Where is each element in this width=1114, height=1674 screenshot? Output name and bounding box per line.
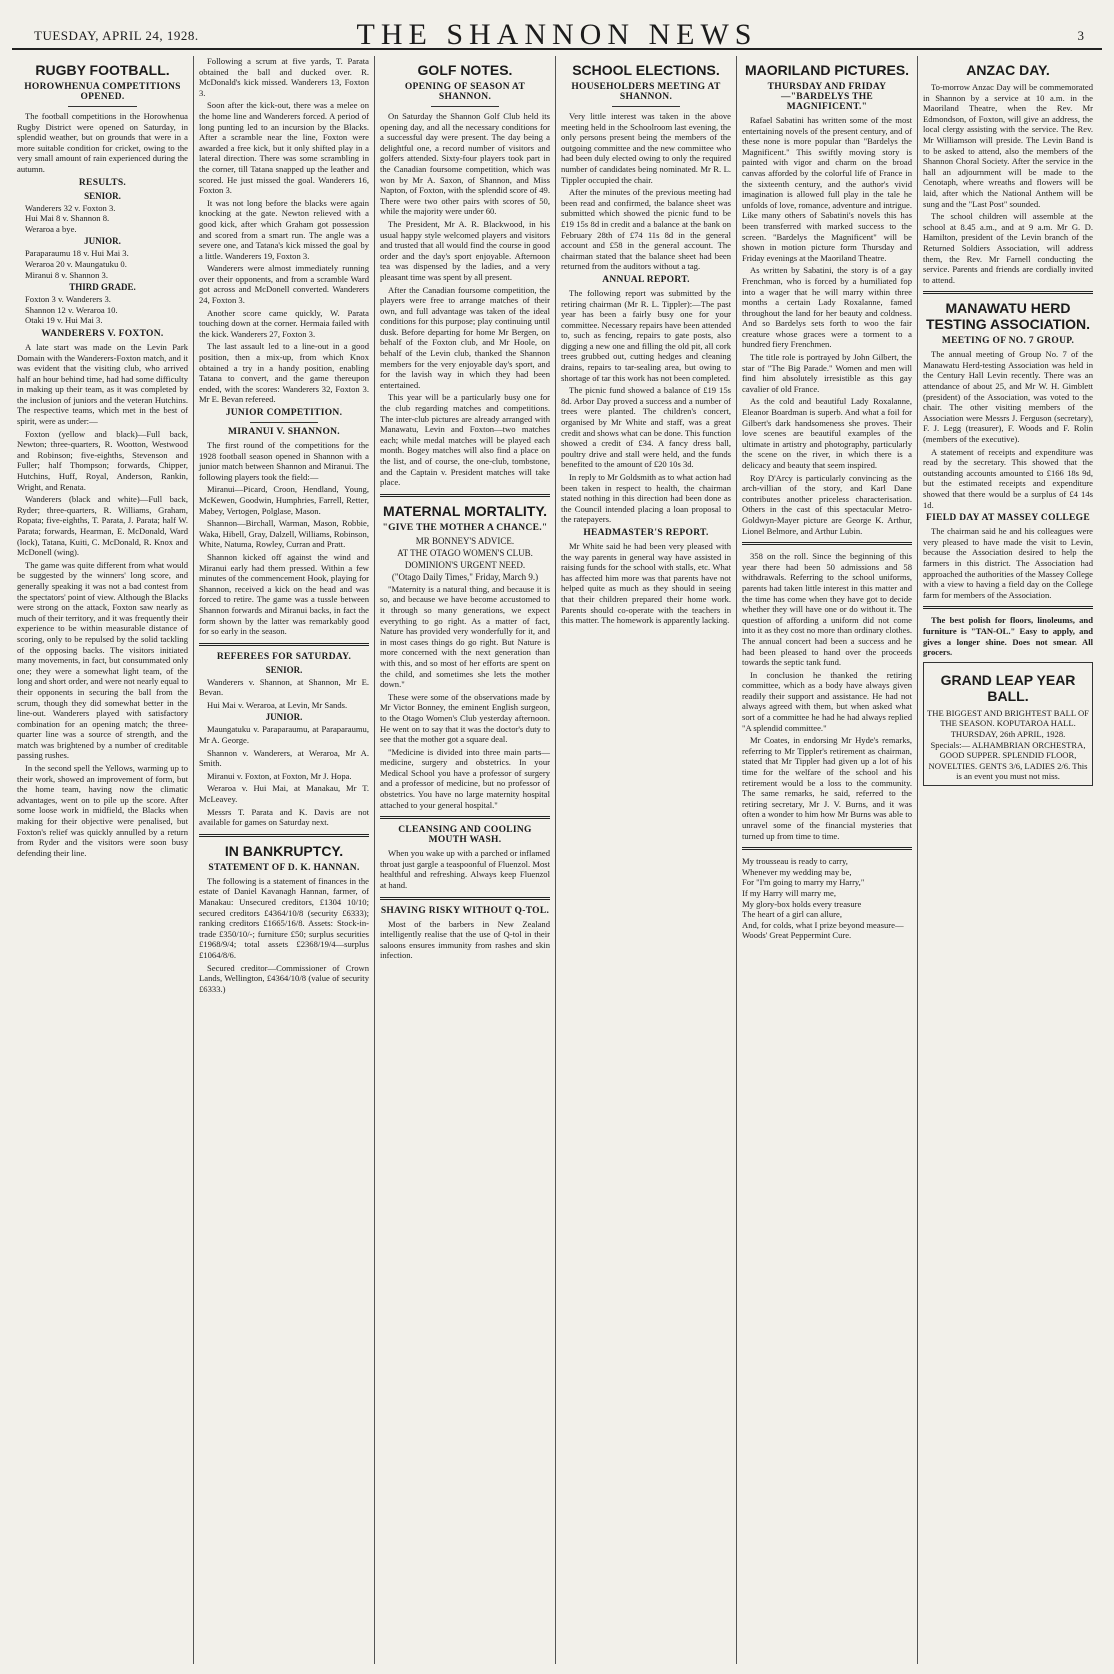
maternal-subheading: AT THE OTAGO WOMEN'S CLUB. <box>397 547 533 558</box>
divider <box>923 291 1093 294</box>
ball-details: THE BIGGEST AND BRIGHTEST BALL OF THE SEASON. KOPUTAROA HALL. THURSDAY, 26th APRIL, 1928. <box>927 707 1089 739</box>
article-paragraph: Roy D'Arcy is particularly convincing as the arch-villian of the story, and Karl Dane contributes another priceless characterisation. Others in the cast of this spectacular Metro-Goldwyn-Mayer picture are George K. Arthur, Lionel Belmore, and Arthur Lubin. <box>742 472 912 536</box>
article-paragraph: As written by Sabatini, the story is of a gay Frenchman, who is forced by a humiliated fop into a wager that he will marry within three months a certain Lady Roxalanne, famed throughout the land for her beauty and coldness. And so Bardelys sets forth to woo the fair creature whose graces were a torment to a hundred fiery Frenchmen. <box>742 265 912 350</box>
ball-heading: GRAND LEAP YEAR BALL. <box>940 671 1076 704</box>
article-paragraph: The President, Mr A. R. Blackwood, in his usual happy style welcomed players and visitors and trusted that all would find the course in good order and the day's sport enjoyable. Afternoon tea was dispensed by the ladies, and a very pleasant time was spent by all present. <box>380 218 550 282</box>
masthead <box>12 18 1102 50</box>
junior-heading: JUNIOR. <box>265 712 303 723</box>
bankruptcy-heading: IN BANKRUPTCY. <box>224 842 344 859</box>
divider <box>380 494 550 497</box>
divider <box>380 816 550 819</box>
divider <box>380 897 550 900</box>
match-subheading: WANDERERS V. FOXTON. <box>41 328 164 339</box>
divider <box>431 106 499 107</box>
junior-heading: JUNIOR. <box>84 236 121 247</box>
article-paragraph: A late start was made on the Levin Park Domain with the Wanderers-Foxton match, and it was evident that the visiting club, who arrived half an hour behind time, had had some difficulty in making up their team, as it was completed by the inclusion of juniors and the veteran Hutchins. The respective teams, which met in the best of spirit, were as under:— <box>17 341 188 427</box>
result-line: Weraroa a bye. <box>25 223 77 234</box>
divider <box>199 834 369 837</box>
article-paragraph: Mr Coates, in endorsing Mr Hyde's remarks, referring to Mr Tippler's retirement as chairman, stated that Mr Tippler had given up a lot of his time for the welfare of the school and his retirement would be a loss to the community. The same remarks, he said, referred to the retiring secretary, Mr J. V. Burns, and it was often a wonder to him how Mr Burns was able to unravel some of the financial mysteries that turned up from time to time. <box>742 735 912 841</box>
result-line: Foxton 3 v. Wanderers 3. <box>25 294 111 305</box>
article-paragraph: As the cold and beautiful Lady Roxalanne, Eleanor Boardman is superb. And what a foil for Gilbert's dark handsomeness she proves. Their love scenes are beautiful examples of the ultimate in artistry and photography, particularly the scene on the river, in which there is a delicacy and beauty that seem inspired. <box>742 396 912 470</box>
report-heading: ANNUAL REPORT. <box>602 274 690 285</box>
newspaper-title: THE SHANNON NEWS <box>356 18 758 51</box>
article-paragraph: The title role is portrayed by John Gilbert, the star of "The Big Parade." Women and men will find him absolutely irresistible as this gay cavalier of old France. <box>742 352 912 394</box>
article-paragraph: After the minutes of the previous meeting had been read and confirmed, the balance sheet was submitted which showed the picnic fund to be £19 15s 8d in credit and a balance at the bank on February 28th of £74 11s 8d in the general account and £58 in the general account. The chairman stated that the balance sheet had been returned from the auditors without a tag. <box>561 187 731 272</box>
columns <box>12 56 1102 1664</box>
article-paragraph: In the second spell the Yellows, warming up to their work, showed an improvement of form, but the home team, having now the climatic advantages, went on to pile up the score. After some loose work in midfield, the Blacks when making for their objective were penalised, but Foxton's relief was quickly annulled by a return from Ryder and the visitors were soon busy defending their line. <box>17 763 188 858</box>
article-paragraph: On Saturday the Shannon Golf Club held its opening day, and all the necessary conditions for a successful day were present. The day being a delightful one, a record number of visitors and golfers attended. Sixty-four players took part in the Canadian foursome competition, which was won by Mr A. Saxon, of Shannon, and Miss Napton, of Foxton, with the splendid score of 49. There were two other pairs with scores of 50, while the majority were under 60. <box>380 111 550 217</box>
ball-specials: Specials:— ALHAMBRIAN ORCHESTRA, GOOD SUPPER. SPLENDID FLOOR, NOVELTIES. GENTS 3/6, LADIES 2/6. This is an event you must not miss. <box>928 739 1088 782</box>
advert-heading: SHAVING RISKY WITHOUT Q-TOL. <box>380 905 550 916</box>
article-paragraph: Foxton (yellow and black)—Full back, Newton; three-quarters, R. Wootton, Westwood and Robinson; five-eighths, Stevenson and Fuller; half Thompson; forwards, Chipper, Hutchins, Huff, Royal, Anderson, Rankin, Wright, and Renata. <box>17 428 188 492</box>
rugby-subheading: HOROWHENUA COMPETITIONS OPENED. <box>24 82 181 102</box>
result-line: Paraparaumu 18 v. Hui Mai 3. <box>25 248 129 259</box>
report-heading: HEADMASTER'S REPORT. <box>583 527 709 538</box>
article-paragraph: "Maternity is a natural thing, and because it is so, and because we have become accustomed to it through so many generations, we expect everything to go right. As a matter of fact, Nature has provided very wonderfully for it, and in most cases things do go right. But Nature is more concerned with the next generation than with this, and so most of her efforts are spent on the child, and sometimes she lets the mother down." <box>380 583 550 690</box>
divider <box>199 643 369 646</box>
column-2 <box>193 56 374 1664</box>
article-paragraph: A statement of receipts and expenditure was read by the secretary. This showed that the outstanding accounts amounted to £166 18s 9d, but the estimated receipts and expenditure showed that there would be a surplus of £4 14s 1d. <box>923 446 1093 510</box>
school-heading: SCHOOL ELECTIONS. <box>572 62 720 78</box>
referee-line: Maungatuku v. Paraparaumu, at Paraparaumu, Mr A. George. <box>199 724 369 746</box>
article-paragraph: The annual meeting of Group No. 7 of the Manawatu Herd-testing Association was held in the Century Hall Levin recently. There was an attendance of about 25, and Mr W. H. Gimblett (president) of the Association, was voted to the chair. The other visiting members of the Association were Messrs J. Ferguson (secretary), F. J. Legg (treasurer), F. Woods and F. Rolin (members of the executive). <box>923 349 1093 445</box>
article-paragraph: Rafael Sabatini has written some of the most entertaining novels of the present century, and of these none is more popular than "Bardelys the Magnificent." This swiftly moving story is painted with vigor and charm on the broad canvas afforded by the colorful life of France in the sixteenth century, and the author's vivid imagination is allowed full play in the tale he unfolds of love, romance, adventure and intrigue. Like many others of Sabatini's novels this has been transferred with marked success to the screen. "Bardelys the Magnificent" will be shown in motion picture form Thursday and Friday evenings at the Maoriland Theatre. <box>742 115 912 263</box>
article-paragraph: The game was quite different from what would be suggested by the winners' long score, and generally speaking it was not a bad contest from the spectators' point of view. Although the Blacks were strong on the attack, Foxton saw nearly as much of their territory, and it was frequently their experience to be within measurable distance of scoring, only to be repulsed by the solid tackling of the opposing backs. The visitors initiated many movements, in fact, but consummated only one; they were a somewhat light team, of the long and short order, and were not nearly equal to their opponents in securing the ball from the scrum, though they did somewhat better in the line-out. Wanderers played with satisfactory combination for an opening match; the three-quarter line was a source of strength, and the match was brightened by a number of creditable passing rushes. <box>17 559 188 761</box>
advert-text: Most of the barbers in New Zealand intelligently realise that the use of Q-tol in their saloons ensures immunity from rashes and skin infection. <box>380 918 550 961</box>
result-line: Weraroa 20 v. Maungatuku 0. <box>25 258 127 269</box>
herd-testing-heading: MANAWATU HERD TESTING ASSOCIATION. <box>925 300 1091 333</box>
junior-results <box>17 248 188 280</box>
article-paragraph: These were some of the observations made by Mr Victor Bonney, the eminent English surgeon, to the Otago Women's Club yesterday afternoon. He went on to say that it was the doctor's duty to see that the mother got a square deal. <box>380 691 550 745</box>
golf-subheading: OPENING OF SEASON AT SHANNON. <box>404 82 526 102</box>
article-paragraph: Miranui—Picard, Croon, Hendland, Young, McKewen, Goodwin, Humphries, Farrell, Retter, Mabey, Vertogen, Polglase, Mason. <box>199 484 369 516</box>
article-paragraph: After the Canadian foursome competition, the players were free to arrange matches of their own, and full advantage was taken of the ideal conditions for this purpose; play continuing until dusk. Before departing for home Mr Bergen, on behalf of the Foxton club, and Mr Hoole, on behalf of the Levin club, thanked the Shannon members for the very enjoyable day's sport, and for the lavish way in which they had been entertained. <box>380 284 550 390</box>
field-day-heading: FIELD DAY AT MASSEY COLLEGE <box>925 513 1090 524</box>
third-grade-heading: THIRD GRADE. <box>69 282 136 293</box>
article-paragraph: It was not long before the blacks were again knocking at the gate. Newton relieved with a good kick, after which Graham got possession and scored from a smart run. The angle was a severe one, and Tatana's kick missed the goal by a little. Wanderers 19, Foxton 3. <box>199 197 369 261</box>
result-line: Otaki 19 v. Hui Mai 3. <box>25 315 103 326</box>
article-paragraph: The football competitions in the Horowhenua Rugby District were opened on Saturday, in splendid weather, but on grounds that were in a more suitable condition for cricket, owing to the very small amount of rain experienced during the autumn. <box>17 111 188 174</box>
referee-line: Shannon v. Wanderers, at Weraroa, Mr A. Smith. <box>199 747 369 769</box>
article-paragraph: Wanderers were almost immediately running over their opponents, and from a scramble Ward got across and McDonell converted. Wanderers 24, Foxton 3. <box>199 263 369 306</box>
senior-heading: SENIOR. <box>265 664 303 675</box>
article-paragraph: The last assault led to a line-out in a good position, then a mix-up, from which Knox obtained a try in a handy position, enabling Tatana to convert, and the game thereupon ended, with the scores: Wanderers 32, Foxton 3. Mr E. Bevan refereed. <box>199 341 369 405</box>
match-subheading: MIRANUI V. SHANNON. <box>228 427 340 437</box>
referees-heading: REFEREES FOR SATURDAY. <box>216 651 352 662</box>
column-5 <box>736 56 917 1664</box>
article-paragraph: In reply to Mr Goldsmith as to what action had been taken in respect to health, the chairman stated nothing in this direction had been done as the Council intended placing a loan proposal to the ratepayers. <box>561 472 731 525</box>
article-paragraph: Very little interest was taken in the above meeting held in the Schoolroom last evening, the only persons present being the members of the outgoing committee and the new committee who had been duly elected owing to only the required number of candidates being nominated. Mr R. L. Tippler occupied the chair. <box>561 111 731 185</box>
pictures-heading: MAORILAND PICTURES. <box>744 62 910 78</box>
anzac-heading: ANZAC DAY. <box>966 62 1050 78</box>
referee-line: Wanderers v. Shannon, at Shannon, Mr E. Bevan. <box>199 676 369 698</box>
bankruptcy-subheading: STATEMENT OF D. K. HANNAN. <box>208 862 360 873</box>
article-paragraph: The school children will assemble at the school at 8.45 a.m., and at 9 a.m. Mr G. D. Hamilton, president of the Levin branch of the Returned Soldiers Association, will address them, the Rev. Mr Farnell conducting the service. Parents and friends are cordially invited to attend. <box>923 211 1093 285</box>
article-paragraph: Following a scrum at five yards, T. Parata obtained the ball and ducked over. R. McDonald's kick missed. Wanderers 13, Foxton 3. <box>199 56 369 98</box>
maternal-subheading: "GIVE THE MOTHER A CHANCE." <box>382 522 548 533</box>
article-paragraph: Shannon—Birchall, Warman, Mason, Robbie, Waka, Hibell, Gray, Dalzell, Williams, Robinson, White, Natuma, Rowley, Curran and Pratt. <box>199 518 369 550</box>
article-paragraph: The picnic fund showed a balance of £19 15s 8d. Arbor Day proved a success and a number of trees were planted. The children's concert, organised by Mr White and staff, was a great credit and shows what can be done. This function showed a credit of £34. A fancy dress ball, poultry drive and stall were held, and the funds benefited to the amount of £20 10s 3d. <box>561 385 732 470</box>
result-line: Shannon 12 v. Weraroa 10. <box>25 304 118 315</box>
referee-line: Miranui v. Foxton, at Foxton, Mr J. Hopa. <box>207 770 352 781</box>
article-paragraph: The chairman said he and his colleagues were very pleased to have made the visit to Levin, because the Association desired to help the farmers in this district. The Association had approached the authorities of the Massey College with a view to having a field day on the College farm for members of the Association. <box>923 526 1093 600</box>
article-paragraph: To-morrow Anzac Day will be commemorated in Shannon by a service at 10 a.m. in the Maoriland Theatre, when the Rev. Mr Edmondson, of Foxton, will give an address, the local clergy assisting with the service. The Rev. Mr Williamson will preside. The Levin Band is to be asked to attend, also the members of the Shannon Choral Society. After the service in the hall an adjournment will be made to the Cenotaph, where wreaths and flowers will be laid, after which the National Anthem will be sung and the "Last Post" sounded. <box>923 82 1093 209</box>
column-4 <box>555 56 736 1664</box>
article-paragraph: "Medicine is divided into three main parts—medicine, surgery and obstetrics. In your Medical School you have a professor of surgery and a professor of medicine, but no professor of obstetrics. You have no large maternity hospital attached to your general hospital." <box>380 746 550 810</box>
rugby-heading: RUGBY FOOTBALL. <box>35 62 170 78</box>
senior-heading: SENIOR. <box>84 190 121 201</box>
ball-advert <box>923 662 1093 786</box>
golf-heading: GOLF NOTES. <box>417 62 513 78</box>
article-paragraph: Mr White said he had been very pleased with the way parents in general way have assisted in raising funds for the school with stalls, etc. What has affected him more was that parents have not helped quite as much as they should in seeing that their children prepared their home work. Parents should co-operate with the teachers in this matter. The homework is apparently lacking. <box>561 540 731 626</box>
divider <box>68 106 136 107</box>
result-line: Hui Mai 8 v. Shannon 8. <box>25 213 110 224</box>
referee-line: Weraroa v. Hui Mai, at Manakau, Mr T. McLeavey. <box>199 783 369 805</box>
divider <box>923 606 1093 609</box>
issue-date: TUESDAY, APRIL 24, 1928. <box>34 28 199 43</box>
source-line: ("Otago Daily Times," Friday, March 9.) <box>391 571 539 582</box>
result-line: Wanderers 32 v. Foxton 3. <box>25 202 116 213</box>
senior-results <box>17 203 188 235</box>
advert-text: The best polish for floors, linoleums, and furniture is "TAN-OL." Easy to apply, and gives a longer shine. Does not smear. All grocers. <box>923 615 1093 658</box>
pictures-subheading: THURSDAY AND FRIDAY—"BARDELYS THE MAGNIFICENT." <box>767 82 887 112</box>
article-paragraph: The first round of the competitions for the 1928 football season opened in Shannon with a junior match between Shannon and Miranui. The following players took the field:— <box>199 440 369 482</box>
article-paragraph: Messrs T. Parata and K. Davis are not available for games on Saturday next. <box>199 806 369 828</box>
school-subheading: HOUSEHOLDERS MEETING AT SHANNON. <box>571 82 721 102</box>
herd-testing-subheading: MEETING OF NO. 7 GROUP. <box>941 336 1075 347</box>
divider <box>742 542 912 545</box>
maternal-subheading: DOMINION'S URGENT NEED. <box>404 559 526 570</box>
advert-verse: My trousseau is ready to carry, Whenever my wedding may be, For "I'm going to marry my Harry," If my Harry will marry me, My glory-box holds every treasure The heart of a girl can allure, And, for colds, what I prize beyond measure— Woods' Great Peppermint Cure. <box>742 856 904 941</box>
result-line: Miranui 8 v. Shannon 3. <box>25 269 108 280</box>
results-heading: RESULTS. <box>78 177 127 188</box>
advert-heading: CLEANSING AND COOLING MOUTH WASH. <box>398 825 532 846</box>
advert-text: When you wake up with a parched or inflamed throat just gargle a teaspoonful of Fluenzol. Most healthful and refreshing. Always keep Fluenzol at hand. <box>380 848 550 891</box>
column-3 <box>374 56 555 1664</box>
maternal-heading: MATERNAL MORTALITY. <box>382 502 548 519</box>
article-paragraph: This year will be a particularly busy one for the club regarding matches and competitions. The inter-club pictures are already arranged with Manawatu, Levin and Foxton—two matches each; while medal matches will be played each month. Bogey matches will also find a place on the list, and of course, the one-club, tombstone, and the Captain v. President matches will take place. <box>380 392 550 488</box>
article-paragraph: Another score came quickly, W. Parata touching down at the corner. Hermaia failed with the kick. Wanderers 27, Foxton 3. <box>199 307 369 339</box>
divider <box>250 422 318 423</box>
page-number: 3 <box>1077 28 1084 43</box>
article-paragraph: Wanderers (black and white)—Full back, Ryder; three-quarters, R. Williams, Graham, Ropata; five-eighths, T. Parata, J. Parata; half W. Parata; forwards, Hearman, E. McDonald, Ward (lock), Tatana, Kuiti, C. McDonald, R. Knox and McDonell (wing). <box>17 494 188 558</box>
referee-line: Hui Mai v. Weraroa, at Levin, Mr Sands. <box>207 699 348 710</box>
article-paragraph: Shannon kicked off against the wind and Miranui early had them pressed. Within a few minutes of the commencement Hook, playing for Shannon, received a kick on the head and was forced to retire. The game was a tussle between Shannon forwards and Miranui backs, in fact the form shown by the latter was remarkably good for so early in the season. <box>199 551 369 637</box>
maternal-subheading: MR BONNEY'S ADVICE. <box>415 535 515 546</box>
article-paragraph: The following report was submitted by the retiring chairman (Mr R. L. Tippler):—The past year has been a fairly busy one for your committee. Necessary repairs have been attended to, such as fencing, repairs to gate posts, also digging a new one and filling the old pit, all cork trees grubbed out, cutting hedges and cleaning drains, repairs to tar-sealing area, but owing to shortage of tar this work has not been completed. <box>561 287 731 383</box>
article-paragraph: In conclusion he thanked the retiring committee, which as a body have always given readily their support and assistance. He had not always agreed with them, but when asked what sort of a committee he had he had always replied "A splendid committee." <box>742 669 912 733</box>
divider <box>612 106 680 107</box>
article-paragraph: Secured creditor—Commissioner of Crown Lands, Wellington, £4364/10/8 (value of security £6333.) <box>199 962 369 994</box>
junior-competition-heading: JUNIOR COMPETITION. <box>225 408 343 418</box>
column-1 <box>12 56 193 1664</box>
third-grade-results <box>17 294 188 326</box>
divider <box>742 847 912 850</box>
column-6 <box>917 56 1098 1664</box>
article-paragraph: Soon after the kick-out, there was a melee on the home line and Wanderers forced. A period of long punting led to an incursion by the Blacks. After a scramble near the line, Foxton were awarded a free kick, but it only shifted play in a lateral direction. There was some scrambling in the corner, till Tatana snapped up the leather and scored. He just missed the goal. Wanderers 16, Foxton 3. <box>199 100 369 196</box>
article-paragraph: 358 on the roll. Since the beginning of this year there had been 50 admissions and 58 withdrawals. Referring to the school uniforms, parents had taken little interest in this matter and the time has come when they have got to decide whether they will have one or do without it. The question of affording a uniform did not come into it as they cost no more than ordinary clothes. The annual concert had been a success and he had been pleased to hand over the proceeds towards the septic tank fund. <box>742 551 912 668</box>
article-paragraph: The following is a statement of finances in the estate of Daniel Kavanagh Hannan, farmer, of Manakau: Unsecured creditors, £1304 10/10; secured creditors £4364/10/8 (security £6333); ranking creditors £1665/16/8. Assets: Stock-in-trade £350/10/-; furniture £50; surplus securities £1968/9/4; total assets £2368/19/4—surplus £1064/8/6. <box>199 875 369 960</box>
